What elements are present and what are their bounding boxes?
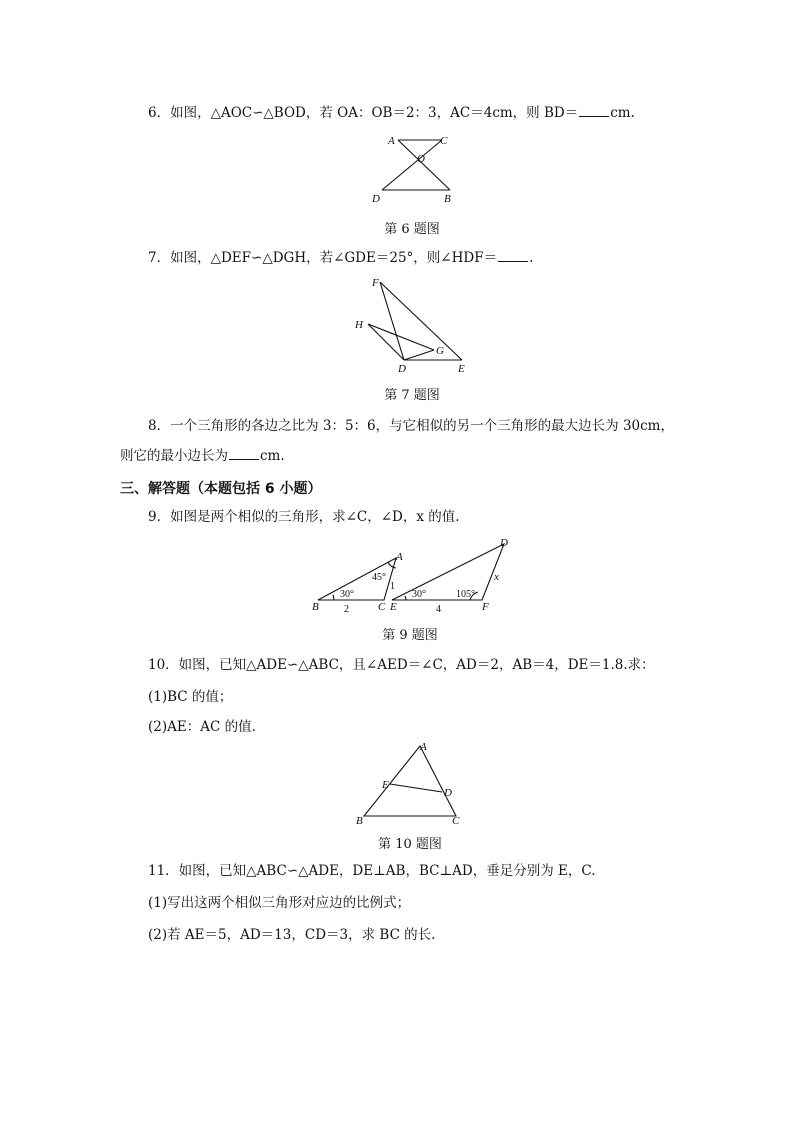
question-9: 9．如图是两个相似的三角形，求∠C，∠D，x 的值. [148,509,460,525]
question-8-text: 则它的最小边长为 [120,448,228,464]
angle-arc-b [333,595,334,600]
question-11-part-1: (1)写出这两个相似三角形对应边的比例式； [148,895,411,911]
label-b: B [444,193,451,205]
label-f: F [372,277,379,289]
question-10-part-2: (2)AE：AC 的值. [148,719,256,735]
answer-blank [579,104,609,117]
label-o: O [417,153,425,165]
label-d: D [372,193,380,205]
label-h: H [355,319,363,331]
section-heading: 三、解答题（本题包括 6 小题） [120,481,322,497]
label-g: G [436,345,444,357]
segment-ed [390,784,442,792]
figure-7 [350,276,480,376]
question-7-end: . [529,250,534,266]
question-6-text: 6．如图，△AOC∽△BOD，若 OA：OB＝2：3，AC＝4cm，则 BD＝ [148,105,579,121]
answer-blank [498,249,528,262]
label-f: F [482,601,489,613]
label-e: E [458,363,465,375]
figure-6 [360,130,460,210]
figure-6-caption: 第 6 题图 [384,222,440,237]
segment-hg [368,324,434,350]
measure-angle-f: 105° [456,589,475,600]
label-x: x [494,571,499,583]
label-a: A [420,741,427,753]
question-7 [148,249,533,267]
figure-7-caption: 第 7 题图 [384,388,440,403]
label-b: B [312,601,319,613]
question-6 [148,104,635,122]
segment-cd [382,140,442,190]
figure-9 [310,536,520,616]
question-10-part-1: (1)BC 的值； [148,689,233,705]
measure-side-ef: 4 [436,604,441,615]
angle-arc-e [405,596,406,600]
label-c: C [452,815,460,827]
question-8-line-2 [120,447,285,465]
label-d: D [444,787,452,799]
segment-ab [398,140,450,190]
measure-angle-b: 30° [340,589,354,600]
question-10: 10．如图，已知△ADE∽△ABC，且∠AED＝∠C，AD＝2，AB＝4，DE＝1.8.求： [148,657,655,673]
figure-10-caption: 第 10 题图 [378,837,442,852]
label-d: D [500,537,508,549]
question-8-unit: cm. [260,448,285,464]
question-11-part-2: (2)若 AE＝5，AD＝13，CD＝3，求 BC 的长. [148,927,436,943]
measure-side-ac: 1 [390,581,395,592]
triangle-abc [364,746,456,816]
measure-angle-a: 45° [372,572,386,583]
label-e: E [390,601,397,613]
label-c: C [440,135,448,147]
label-a: A [396,551,403,563]
label-a: A [388,135,395,147]
question-11: 11．如图，已知△ABC∽△ADE，DE⊥AB，BC⊥AD，垂足分别为 E，C. [148,863,596,879]
answer-blank [229,447,259,460]
segment-dg [404,350,434,360]
label-b: B [356,815,363,827]
figure-9-caption: 第 9 题图 [382,628,438,643]
label-d: D [398,363,406,375]
label-c: C [378,601,386,613]
triangle-edf [392,544,504,600]
question-7-text: 7．如图，△DEF∽△DGH，若∠GDE＝25°，则∠HDF＝ [148,250,498,266]
label-e: E [382,779,389,791]
figure-10 [352,738,472,828]
question-8-line-1: 8．一个三角形的各边之比为 3：5：6，与它相似的另一个三角形的最大边长为 30cm， [148,418,674,434]
question-6-unit: cm. [610,105,635,121]
measure-angle-e: 30° [412,589,426,600]
measure-side-bc: 2 [344,604,349,615]
